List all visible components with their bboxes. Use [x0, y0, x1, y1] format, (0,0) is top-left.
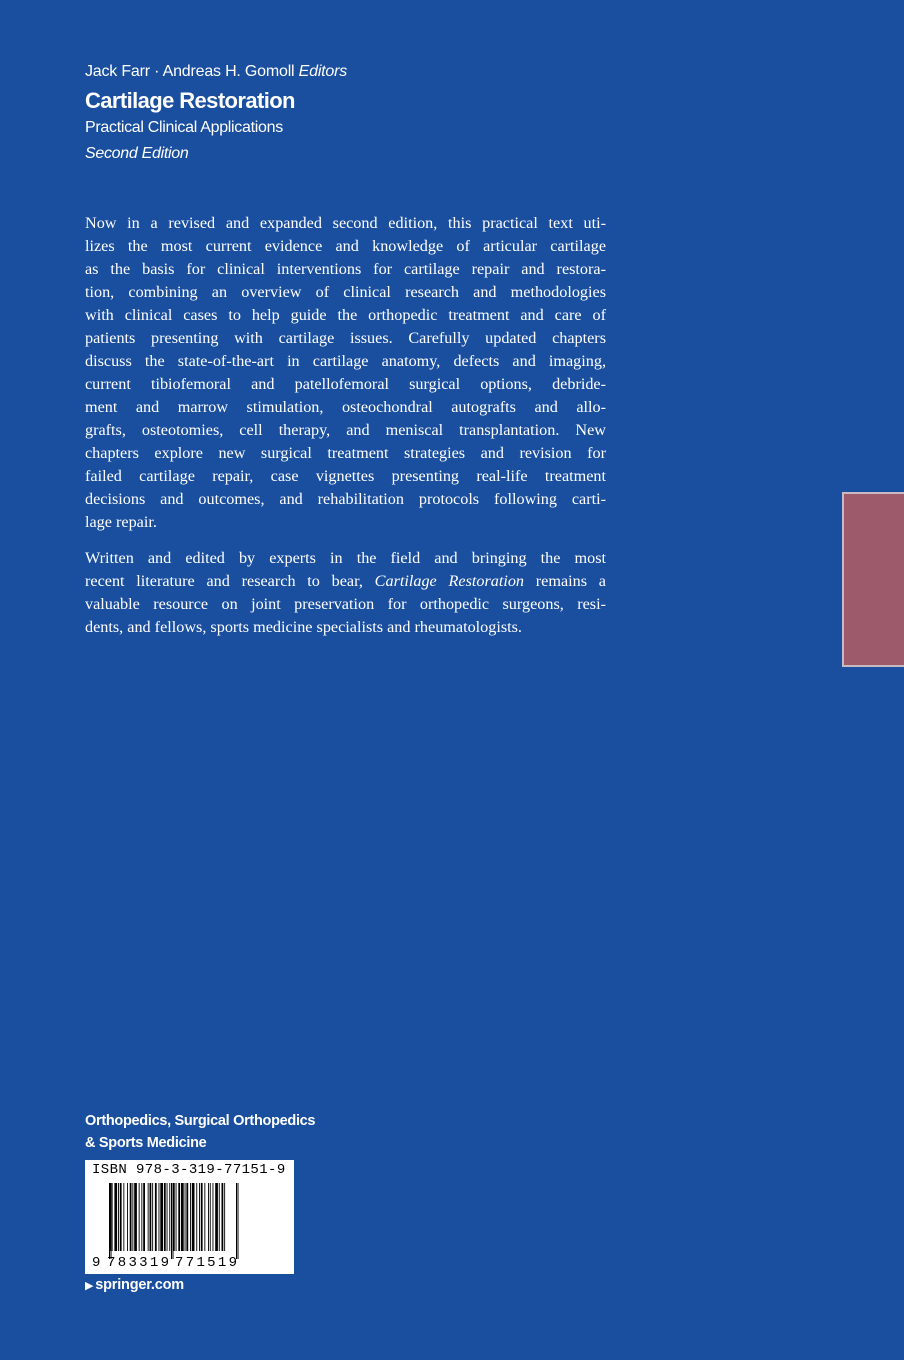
barcode-bar	[224, 1183, 225, 1251]
description-line: lage repair.	[85, 513, 157, 531]
description-paragraph	[85, 212, 606, 534]
editors-role: Editors	[298, 63, 348, 80]
barcode-bar	[118, 1183, 119, 1251]
barcode-bar	[208, 1183, 209, 1251]
description-line-text: recent literature and research to bear,	[85, 572, 375, 590]
barcode-bar	[167, 1183, 168, 1251]
website-url: springer.com	[95, 1277, 184, 1293]
description-line: failed cartilage repair, case vignettes presenting real-life treatment	[85, 467, 606, 485]
barcode-bar	[219, 1183, 220, 1251]
barcode-bar	[132, 1183, 133, 1251]
barcode-digit-group: 771519	[175, 1255, 237, 1271]
barcode-bar	[120, 1183, 122, 1251]
barcode-bar	[139, 1183, 140, 1251]
barcode-bar	[185, 1183, 186, 1251]
editor-name: Jack Farr	[85, 63, 150, 80]
barcode-bar	[134, 1183, 137, 1251]
description-line: grafts, osteotomies, cell therapy, and meniscal transplantation. New	[85, 421, 606, 439]
barcode-graphic	[85, 1160, 294, 1274]
barcode-bar	[141, 1183, 142, 1251]
description-line: with clinical cases to help guide the orthopedic treatment and care of	[85, 306, 606, 324]
barcode-guard-bar	[173, 1183, 174, 1259]
subject-category	[85, 1110, 315, 1154]
barcode-bar	[215, 1183, 218, 1251]
description-line: ment and marrow stimulation, osteochondral autografts and allo-	[85, 398, 606, 416]
description-line: patients presenting with cartilage issues. Carefully updated chapters	[85, 329, 606, 347]
book-title-mention: Cartilage Restoration	[374, 572, 525, 590]
arrow-right-icon: ▶	[85, 1280, 94, 1292]
barcode-bar	[155, 1183, 157, 1251]
barcode-bar	[210, 1183, 211, 1251]
barcode-bar	[143, 1183, 145, 1251]
barcode-guard-bar	[236, 1183, 237, 1259]
barcode-bar	[204, 1183, 205, 1251]
barcode-bar	[152, 1183, 153, 1251]
description-line: decisions and outcomes, and rehabilitation protocols following carti-	[85, 490, 606, 508]
isbn-number: ISBN 978-3-319-77151-9	[92, 1162, 286, 1178]
barcode-bar	[190, 1183, 191, 1251]
barcode-bar	[186, 1183, 188, 1251]
publisher-website	[85, 1277, 184, 1293]
description-line: Written and edited by experts in the field and bringing the most	[85, 549, 606, 567]
barcode-bar	[114, 1183, 117, 1251]
barcode-bar	[201, 1183, 203, 1251]
barcode-bar	[150, 1183, 152, 1251]
description-text	[85, 212, 606, 639]
subject-line: Orthopedics, Surgical Orthopedics	[85, 1113, 316, 1129]
barcode-guard-bar	[238, 1183, 239, 1259]
description-paragraph	[85, 547, 606, 639]
description-line: Now in a revised and expanded second edition, this practical text uti-	[85, 214, 606, 232]
book-title: Cartilage Restoration	[85, 88, 295, 113]
barcode-bar	[123, 1183, 124, 1251]
editor-separator: ·	[154, 63, 160, 80]
barcode-guard-bar	[111, 1183, 112, 1259]
barcode-bar	[213, 1183, 214, 1251]
barcode-bars	[109, 1183, 239, 1259]
barcode-bar	[176, 1183, 177, 1251]
description-line: discuss the state-of-the-art in cartilage anatomy, defects and imaging,	[85, 352, 606, 370]
book-subtitle: Practical Clinical Applications	[85, 119, 283, 136]
barcode-bar	[192, 1183, 195, 1251]
book-edition: Second Edition	[85, 145, 189, 162]
barcode-bar	[148, 1183, 149, 1251]
description-line: dents, and fellows, sports medicine specialists and rheumatologists.	[85, 618, 522, 636]
barcode-bar	[222, 1183, 224, 1251]
barcode-guard-bar	[109, 1183, 110, 1259]
spine-color-tab	[842, 492, 904, 667]
barcode-bar	[164, 1183, 166, 1251]
barcode-bar	[112, 1183, 113, 1251]
subject-line: & Sports Medicine	[85, 1135, 207, 1151]
description-line: tion, combining an overview of clinical research and methodologies	[85, 283, 606, 301]
barcode-bar	[178, 1183, 180, 1251]
description-line-text: remains a	[524, 572, 606, 590]
editor-name: Andreas H. Gomoll	[162, 63, 295, 80]
description-line	[85, 570, 606, 593]
editors-line	[85, 63, 347, 81]
barcode-guard-bar	[171, 1183, 172, 1259]
barcode-bar	[169, 1183, 170, 1251]
barcode-bar	[181, 1183, 184, 1251]
isbn-barcode	[85, 1160, 294, 1274]
barcode-digit-prefix: 9	[92, 1255, 101, 1271]
barcode-digit-group: 783319	[107, 1255, 169, 1271]
barcode-bar	[196, 1183, 197, 1251]
description-line: as the basis for clinical interventions for cartilage repair and restora-	[85, 260, 606, 278]
barcode-bar	[160, 1183, 163, 1251]
description-line: current tibiofemoral and patellofemoral surgical options, debride-	[85, 375, 606, 393]
description-line: valuable resource on joint preservation for orthopedic surgeons, resi-	[85, 595, 606, 613]
barcode-bar	[127, 1183, 128, 1251]
description-line: chapters explore new surgical treatment strategies and revision for	[85, 444, 606, 462]
barcode-bar	[199, 1183, 200, 1251]
barcode-bar	[159, 1183, 160, 1251]
description-line: lizes the most current evidence and knowledge of articular cartilage	[85, 237, 606, 255]
barcode-bar	[130, 1183, 132, 1251]
